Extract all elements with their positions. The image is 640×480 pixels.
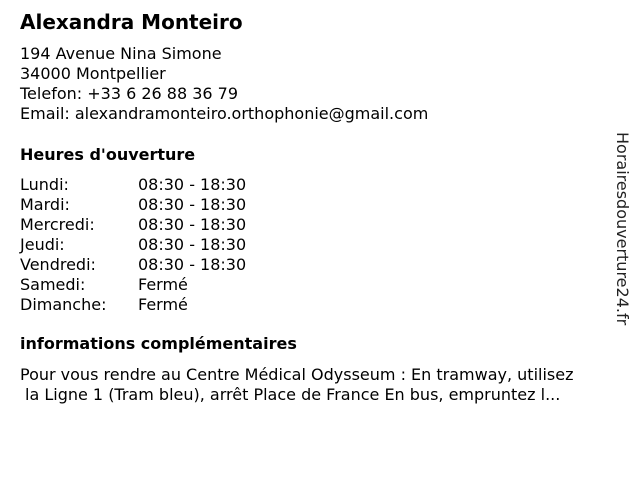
day-label: Mardi: (20, 195, 70, 214)
hours-heading: Heures d'ouverture (20, 145, 196, 164)
street-address: 194 Avenue Nina Simone (20, 44, 222, 63)
hours-row-friday (20, 255, 320, 275)
info-heading: informations complémentaires (20, 334, 297, 353)
day-label: Lundi: (20, 175, 69, 194)
info-line-2: la Ligne 1 (Tram bleu), arrêt Place de France En bus, empruntez l... (25, 385, 561, 404)
phone-number: Telefon: +33 6 26 88 36 79 (20, 84, 239, 103)
info-line-1: Pour vous rendre au Centre Médical Odysseum : En tramway, utilisez (20, 365, 574, 384)
day-label: Jeudi: (20, 235, 65, 254)
day-label: Mercredi: (20, 215, 95, 234)
time-value: 08:30 - 18:30 (138, 235, 247, 254)
hours-row-sunday (20, 295, 320, 315)
email-address: Email: alexandramonteiro.orthophonie@gmail.com (20, 104, 429, 123)
day-label: Vendredi: (20, 255, 96, 274)
day-label: Dimanche: (20, 295, 107, 314)
time-value: 08:30 - 18:30 (138, 195, 247, 214)
city-postcode: 34000 Montpellier (20, 64, 166, 83)
watermark-text: Horairesdouverture24.fr (613, 132, 632, 326)
time-value: 08:30 - 18:30 (138, 175, 247, 194)
info-paragraph (20, 365, 625, 405)
hours-row-tuesday (20, 195, 320, 215)
day-label: Samedi: (20, 275, 86, 294)
hours-row-saturday (20, 275, 320, 295)
contact-block (20, 44, 428, 124)
time-value: Fermé (138, 295, 188, 314)
watermark (612, 132, 632, 372)
time-value: 08:30 - 18:30 (138, 215, 247, 234)
hours-row-wednesday (20, 215, 320, 235)
business-name: Alexandra Monteiro (20, 10, 243, 34)
hours-row-thursday (20, 235, 320, 255)
hours-row-monday (20, 175, 320, 195)
opening-hours-table (20, 175, 320, 315)
time-value: 08:30 - 18:30 (138, 255, 247, 274)
time-value: Fermé (138, 275, 188, 294)
